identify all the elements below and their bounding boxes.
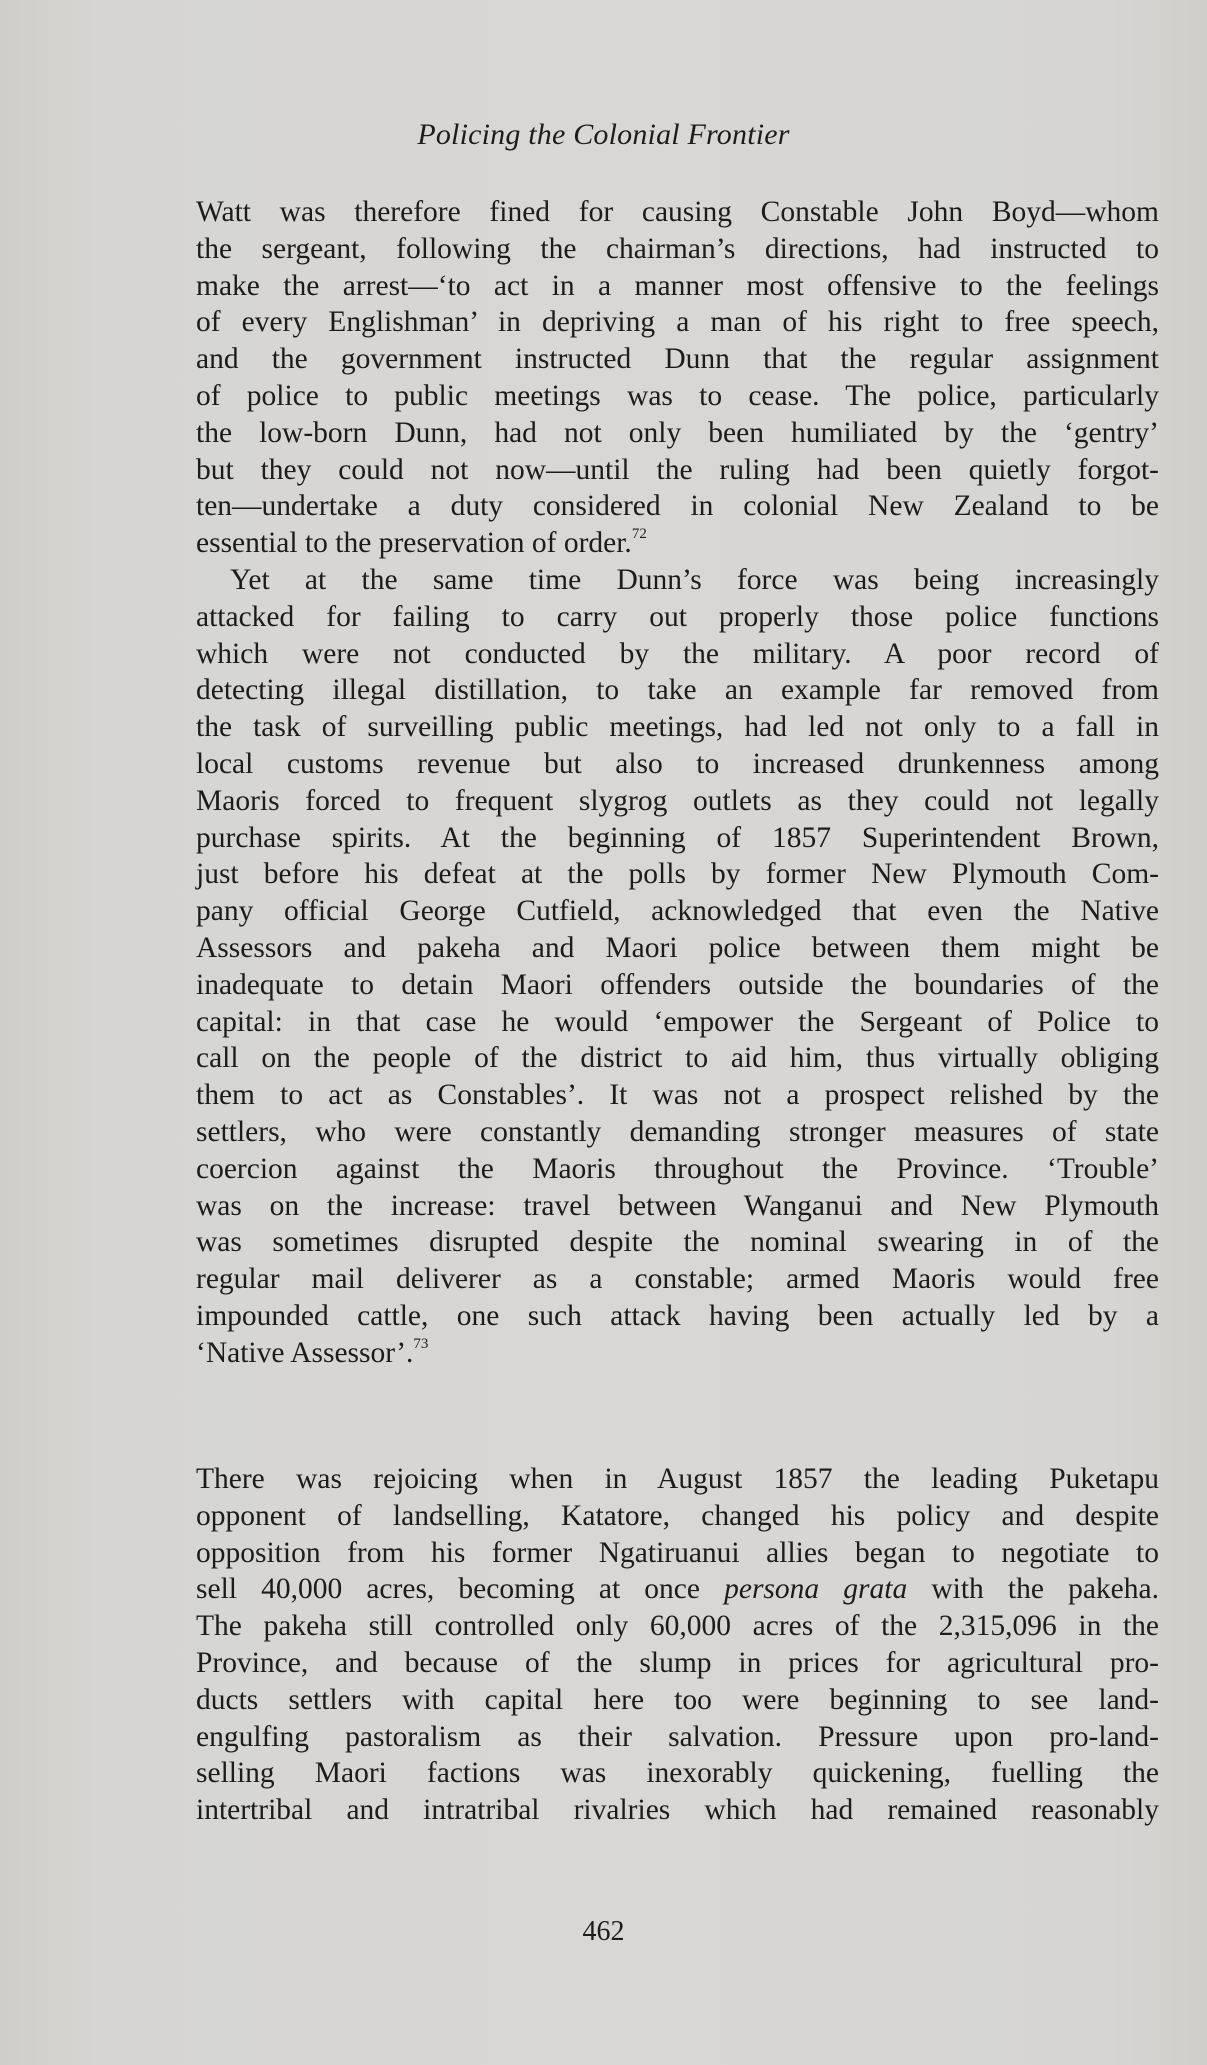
text-block-upper [196, 194, 1159, 1372]
footnote-ref-73[interactable]: 73 [413, 1335, 429, 1352]
paragraph-3-line: intertribal and intratribal rivalries which had remained reasonably [196, 1794, 1159, 1827]
paragraph-3-text: with the pakeha. [907, 1573, 1159, 1606]
paragraph-1-line: of every Englishman’ in depriving a man of his right to free speech, [196, 306, 1159, 339]
paragraph-1-line: the sergeant, following the chairman’s directions, had instructed to [196, 232, 1159, 265]
paragraph-2-line: call on the people of the district to aid him, thus virtually obliging [196, 1042, 1159, 1075]
paragraph-3-line: opponent of landselling, Katatore, changed his policy and despite [196, 1499, 1159, 1532]
italic-phrase: persona grata [724, 1573, 908, 1606]
paragraph-2-line: coercion against the Maoris throughout the Province. ‘Trouble’ [196, 1152, 1159, 1185]
paragraph-2-line: local customs revenue but also to increased drunkenness among [196, 747, 1159, 780]
paragraph-3-line: There was rejoicing when in August 1857 the leading Puketapu [196, 1463, 1159, 1495]
paragraph-1-line-text: essential to the preservation of order. [196, 527, 632, 560]
paragraph-2-line: purchase spirits. At the beginning of 1857 Superintendent Brown, [196, 821, 1159, 854]
paragraph-2-line: Maoris forced to frequent slygrog outlets as they could not legally [196, 784, 1159, 817]
paragraph-2-line: capital: in that case he would ‘empower the Sergeant of Police to [196, 1005, 1159, 1038]
paragraph-2-line: Yet at the same time Dunn’s force was being increasingly [230, 563, 1159, 596]
paragraph-1-line: and the government instructed Dunn that the regular assignment [196, 343, 1159, 376]
paragraph-1-line: of police to public meetings was to cease. The police, particularly [196, 379, 1159, 412]
paragraph-3-text: sell 40,000 acres, becoming at once [196, 1573, 725, 1606]
paragraph-1-line: the low-born Dunn, had not only been humiliated by the ‘gentry’ [196, 416, 1159, 449]
paragraph-1-line: make the arrest—‘to act in a manner most offensive to the feelings [196, 269, 1159, 302]
paragraph-2-line: attacked for failing to carry out properly those police functions [196, 600, 1159, 633]
footnote-ref-72[interactable]: 72 [631, 526, 647, 543]
paragraph-2-line: regular mail deliverer as a constable; armed Maoris would free [196, 1263, 1159, 1296]
paragraph-2-line: pany official George Cutfield, acknowledged that even the Native [196, 895, 1159, 928]
paragraph-3-line-with-italic [196, 1571, 1159, 1608]
paragraph-2-line: settlers, who were constantly demanding stronger measures of state [196, 1115, 1159, 1148]
paragraph-2-line: Assessors and pakeha and Maori police between them might be [196, 931, 1159, 964]
paragraph-3-line: opposition from his former Ngatiruanui allies began to negotiate to [196, 1536, 1159, 1569]
paragraph-2-line: which were not conducted by the military. A poor record of [196, 637, 1159, 670]
paragraph-3-line: ducts settlers with capital here too were beginning to see land- [196, 1683, 1159, 1716]
paragraph-1-line: but they could not now—until the ruling had been quietly forgot- [196, 453, 1159, 486]
paragraph-2-line: detecting illegal distillation, to take an example far removed from [196, 674, 1159, 707]
paragraph-2-line: just before his defeat at the polls by former New Plymouth Com- [196, 858, 1159, 891]
paragraph-3-line: Province, and because of the slump in prices for agricultural pro- [196, 1646, 1159, 1679]
running-head: Policing the Colonial Frontier [417, 118, 790, 151]
paragraph-2-line: impounded cattle, one such attack having been actually led by a [196, 1299, 1159, 1332]
paragraph-2-line: them to act as Constables’. It was not a prospect relished by the [196, 1079, 1159, 1112]
paragraph-1-line: Watt was therefore fined for causing Constable John Boyd—whom [196, 196, 1159, 228]
paragraph-2-line: was on the increase: travel between Wanganui and New Plymouth [196, 1189, 1159, 1222]
paragraph-2-line: inadequate to detain Maori offenders outside the boundaries of the [196, 968, 1159, 1001]
paragraph-3-line: selling Maori factions was inexorably quickening, fuelling the [196, 1757, 1159, 1790]
paragraph-2-line: was sometimes disrupted despite the nominal swearing in of the [196, 1226, 1159, 1259]
paragraph-2-line: the task of surveilling public meetings, had led not only to a fall in [196, 711, 1159, 744]
page-number: 462 [582, 1916, 625, 1947]
text-block-lower [196, 1461, 1159, 1829]
paragraph-3-line: engulfing pastoralism as their salvation. Pressure upon pro-land- [196, 1720, 1159, 1753]
paragraph-2-line-text: ‘Native Assessor’. [196, 1336, 414, 1369]
paragraph-3-line: The pakeha still controlled only 60,000 acres of the 2,315,096 in the [196, 1610, 1159, 1643]
paragraph-1-line: ten—undertake a duty considered in colonial New Zealand to be [196, 490, 1159, 523]
paragraph-1-last-line [196, 525, 1159, 562]
paragraph-2-last-line [196, 1335, 1159, 1372]
